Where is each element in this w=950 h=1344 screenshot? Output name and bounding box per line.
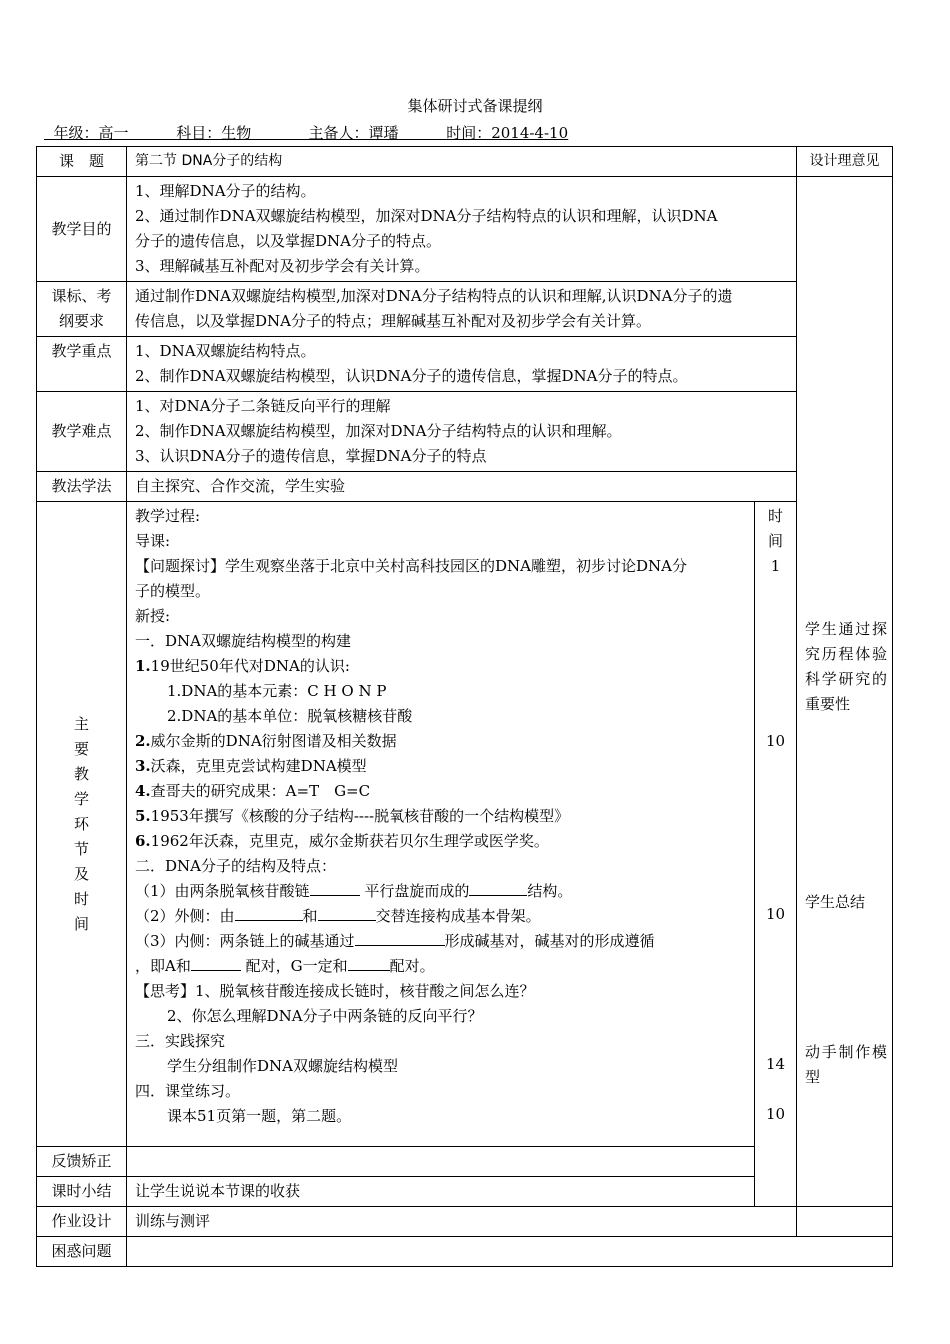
goal-line: 1、理解DNA分子的结构。 [135,182,316,200]
standard-line: 通过制作DNA双螺旋结构模型,加深对DNA分子结构特点的认识和理解,认识DNA分子的遗 [135,287,733,305]
label-method: 教法学法 [37,472,127,502]
label-feedback: 反馈矫正 [37,1147,127,1177]
goal-line: 分子的遗传信息，以及掌握DNA分子的特点。 [135,232,441,250]
row-key [37,337,893,392]
row-standard [37,282,893,337]
lesson-plan-table [36,146,893,1267]
label-topic: 课 题 [37,147,127,177]
difficult-content [127,392,797,472]
design-note: 学生总结 [805,893,866,911]
row-difficult [37,392,893,472]
fill-blank [310,879,360,896]
goal-line: 2、通过制作DNA双螺旋结构模型，加深对DNA分子结构特点的认识和理解，认识DNA [135,207,718,225]
row-goal [37,177,893,282]
grade-field: 年级：高一 科目：生物 主备人：谭璠 时间：2014-4-10 [53,124,569,142]
time-column: 时 间 1 10 10 14 10 [755,502,797,1207]
standard-content [127,282,797,337]
header-info [44,122,644,143]
confusion-value [127,1237,893,1267]
row-confusion [37,1237,893,1267]
label-homework: 作业设计 [37,1207,127,1237]
label-main: 主 要 教 学 环 节 及 时 间 [37,502,127,1147]
key-line: 2、制作DNA双螺旋结构模型，认识DNA分子的遗传信息，掌握DNA分子的特点。 [135,367,688,385]
label-difficult: 教学难点 [37,392,127,472]
label-standard: 课标、考 纲要求 [37,282,127,337]
topic-value: 第二节 DNA分子的结构 [127,147,797,177]
design-note-header: 设计理意见 [797,147,893,177]
time-value: 10 [765,1105,786,1123]
page-title: 集体研讨式备课提纲 [407,97,543,115]
fill-blank [235,904,303,921]
homework-value: 训练与测评 [127,1207,797,1237]
homework-note [797,1207,893,1237]
feedback-value [127,1147,755,1177]
process-content: 教学过程: 导课: 【问题探讨】学生观察坐落于北京中关村高科技园区的DNA雕塑，初步讨论DNA分 子的模型。 新授: 一．DNA双螺旋结构模型的构建 1.19世纪50年代对DNA的认识: 1.DNA的基本元素：C H O N P 2.DNA的基本单位：脱氧核糖核苷酸 2.威尔金斯的DNA衍射图谱及相关数据 3.沃森，克里克尝试构建DNA模型 4.查哥夫的研究成果：A=T G=C 5.1953年撰写《核酸的分子结构----脱氧核苷酸的一个结构模型》 6.1962年沃森，克里克，威尔金斯获若贝尔生理学或医学奖。 二．DNA分子的结构及特点： （1）由两条脱氧核苷酸链 平行盘旋而成的 结构。 （2）外侧：由 和 交替连接构成基本骨架。 （3）内侧：两条链上的碱基通过 形成碱基对，碱基对的形成遵循 ，即A和 配对，G一定和 配对。 【思考】1、脱氧核苷酸连接成长链时，核苷酸之间怎么连？ 2、你怎么理解DNA分子中两条链的反向平行？ 三．实践探究 学生分组制作DNA双螺旋结构模型 四．课堂练习。 课本51页第一题，第二题。 [127,502,755,1147]
difficult-line: 2、制作DNA双螺旋结构模型，加深对DNA分子结构特点的认识和理解。 [135,422,622,440]
time-value: 10 [765,732,786,750]
design-note: 动手制作模型 [805,1043,887,1086]
fill-blank [318,904,376,921]
row-topic [37,147,893,177]
key-line: 1、DNA双螺旋结构特点。 [135,342,316,360]
label-key: 教学重点 [37,337,127,392]
standard-line: 传信息，以及掌握DNA分子的特点；理解碱基互补配对及初步学会有关计算。 [135,312,651,330]
time-value: 10 [765,905,786,923]
design-note-column [797,177,893,1207]
row-method [37,472,893,502]
time-value: 1 [770,557,781,575]
key-content [127,337,797,392]
label-confusion: 困惑问题 [37,1237,127,1267]
difficult-line: 3、认识DNA分子的遗传信息，掌握DNA分子的特点 [135,447,487,465]
row-homework [37,1207,893,1237]
time-value: 14 [765,1055,786,1073]
design-note: 学生通过探究历程体验科学研究的重要性 [805,620,887,713]
label-goal: 教学目的 [37,177,127,282]
row-main [37,502,893,1147]
difficult-line: 1、对DNA分子二条链反向平行的理解 [135,397,391,415]
fill-blank [355,929,445,946]
label-summary: 课时小结 [37,1177,127,1207]
goal-content [127,177,797,282]
fill-blank [191,954,241,971]
goal-line: 3、理解碱基互补配对及初步学会有关计算。 [135,257,430,275]
fill-blank [469,879,527,896]
method-value: 自主探究、合作交流，学生实验 [127,472,797,502]
fill-blank [348,954,390,971]
summary-value: 让学生说说本节课的收获 [127,1177,755,1207]
